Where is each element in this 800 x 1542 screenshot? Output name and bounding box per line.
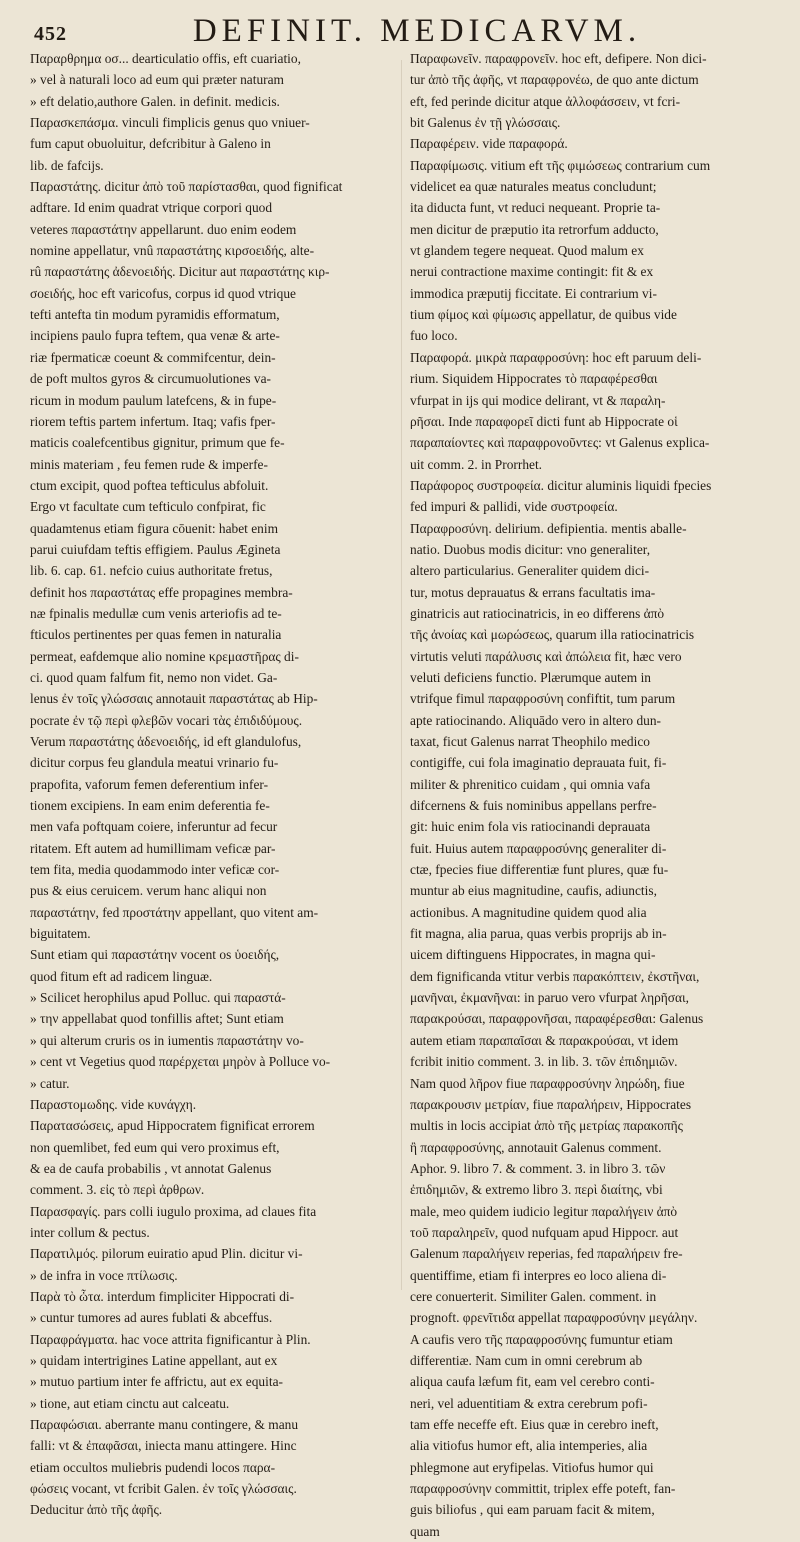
text-line: tium φίμος καὶ φίμωσις appellatur, de quibus vide: [410, 307, 677, 323]
text-line: Galenum παραλήγειν reperias, fed παραλήρειν fre-: [410, 1246, 683, 1262]
text-line: pus & eius ceruicem. verum hanc aliqui non: [30, 883, 267, 899]
text-line: phlegmone aut eryfipelas. Vitiofus humor qui: [410, 1459, 654, 1475]
text-line: biguitatem.: [30, 926, 91, 942]
text-line: autem etiam παραπαῖσαι & παρακρούσαι, vt idem: [410, 1032, 679, 1048]
text-line: natio. Duobus modis dicitur: vno generaliter,: [410, 541, 651, 557]
text-line: quadamtenus etiam figura cōuenit: habet enim: [30, 520, 279, 536]
text-line: differentiæ. Nam cum in omni cerebrum ab: [410, 1352, 643, 1368]
text-line: Sunt etiam qui παραστάτην vocent os ὑοειδής,: [30, 947, 280, 963]
text-line: Ergo vt facultate cum tefticulo confpirat, fic: [30, 499, 266, 515]
text-line: alia vitiofus humor eft, alia intemperies, alia: [410, 1438, 648, 1454]
text-line: adftare. Id enim quadrat vtrique corpori quod: [30, 200, 273, 216]
text-line: Παρὰ τὸ ὦτα. interdum fimpliciter Hippocrati di-: [30, 1288, 295, 1304]
text-line: eft, fed perinde dicitur atque ἀλλοφάσσειν, vt fcri-: [410, 93, 681, 109]
text-line: ctæ, fpecies fiue differentiæ funt plures, quæ fu-: [410, 862, 669, 878]
text-line: aliqua caufa læfum fit, eam vel cerebro conti-: [410, 1374, 655, 1390]
text-line: Παραφώσιαι. aberrante manu contingere, & manu: [30, 1417, 299, 1432]
text-line: quentiffime, etiam fi interpres eo loco aliena di-: [410, 1267, 667, 1283]
text-line: permeat, eafdemque alio nomine κρεμαστῆρας di-: [30, 648, 299, 664]
text-line: definit hos παραστάτας effe propagines membra-: [30, 584, 293, 600]
text-line: uit comm. 2. in Prorrhet.: [410, 456, 543, 472]
text-line: » qui alterum cruris os in iumentis παραστάτην vo-: [30, 1032, 304, 1048]
text-line: Παραφορά. μικρὰ παραφροσύνη: hoc eft paruum deli-: [410, 349, 702, 365]
text-line: lib. 6. cap. 61. nefcio cuius authoritate fretus,: [30, 563, 273, 579]
text-line: » cent vt Vegetius quod παρέρχεται μηρὸν à Polluce vo-: [30, 1054, 331, 1070]
text-line: fit magna, alia parua, quas verbis proprijs ab in-: [410, 926, 667, 942]
text-line: dicitur corpus feu glandula meatui vrinario fu-: [30, 755, 279, 771]
running-title: DEFINIT. MEDICARVM.: [192, 13, 642, 49]
text-line: veluti deficiens functio. Plærumque autem in: [410, 669, 651, 685]
text-line: git: huic enim fola vis ratiocinandi deprauata: [410, 819, 651, 835]
text-line: cere conuerterit. Similiter Galen. comment. in: [410, 1288, 657, 1304]
text-line: contigiffe, cui fola imaginatio deprauata fuit, fi-: [410, 755, 667, 771]
text-line: » de infra in voce πτίλωσις.: [30, 1267, 178, 1283]
text-line: μανῆναι, ἐκμανῆναι: in paruo vero vfurpat ληρῆσαι,: [410, 990, 689, 1006]
text-line: Παρατιλμός. pilorum euiratio apud Plin. dicitur vi-: [30, 1246, 303, 1262]
text-line: men dicitur de præputio ita retrorfum adducto,: [410, 221, 659, 237]
text-line: » Scilicet herophilus apud Polluc. qui παραστά-: [30, 990, 286, 1006]
text-line: vfurpat in ijs qui modice delirant, vt & παραλη-: [410, 392, 666, 408]
text-line: prognoft. φρενῖτιδα appellat παραφροσύνην μεγάλην.: [410, 1310, 698, 1326]
text-line: videlicet ea quæ naturales meatus concludunt;: [410, 179, 657, 195]
text-line: maticis coalefcentibus gignitur, primum que fe-: [30, 435, 285, 451]
left-column: [30, 48, 396, 1521]
text-line: dem fignificanda vtitur verbis παρακόπτειν, ἐκστῆναι,: [410, 968, 700, 984]
text-line: ci. quod quam falfum fit, nemo non videt. Ga-: [30, 669, 278, 685]
text-line: tem fita, media quodammodo inter veficæ cor-: [30, 862, 280, 878]
text-line: riæ fpermaticæ coeunt & commifcentur, dein-: [30, 349, 276, 365]
text-line: » vel à naturali loco ad eum qui præter naturam: [30, 72, 284, 88]
text-line: incipiens paulo fupra teftem, qua venæ & arte-: [30, 328, 280, 344]
text-line: tionem excipiens. In eam enim deferentia fe-: [30, 798, 270, 814]
text-line: Παρασκεπάσμα. vinculi fimplicis genus quo vniuer-: [30, 115, 310, 131]
column-gutter: [401, 60, 402, 1290]
text-line: παρακρούσαι, παραφρονῆσαι, παραφέρεσθαι: Galenus: [410, 1011, 704, 1027]
text-line: » την appellabat quod tonfillis aftet; Sunt etiam: [30, 1011, 284, 1027]
text-line: guis biliofus , qui eam paruam facit & mitem,: [410, 1502, 655, 1518]
text-line: apte ratiocinando. Aliquādo vero in altero dun-: [410, 712, 661, 728]
text-line: virtutis veluti παράλυσις καὶ ἀπώλεια fit, hæc vero: [410, 648, 682, 664]
text-line: inter collum & pectus.: [30, 1224, 150, 1240]
text-line: riorem teftis partem infertum. Itaq; vafis fper-: [30, 413, 276, 429]
text-line: » cuntur tumores ad aures fublati & abceffus.: [30, 1310, 273, 1326]
text-line: Παραφράγματα. hac voce attrita fignificantur à Plin.: [30, 1331, 311, 1347]
text-line: taxat, ficut Galenus narrat Theophilo medico: [410, 734, 650, 749]
text-line: fed impuri & pallidi, vide συστροφεία.: [410, 499, 618, 515]
text-line: etiam occultos muliebris pudendi locos παρα-: [30, 1459, 276, 1475]
text-line: rium. Siquidem Hippocrates τὸ παραφέρεσθαι: [410, 371, 658, 387]
text-line: παραφροσύνην committit, triplex effe poteft, fan-: [410, 1481, 676, 1497]
text-line: ritatem. Eft autem ad humillimam veficæ par-: [30, 840, 276, 856]
text-line: vtrifque fimul παραφροσύνη confiftit, tum parum: [410, 691, 676, 707]
text-line: actionibus. A magnitudine quidem quod alia: [410, 904, 647, 920]
text-line: male, meo quidem iudicio legitur παραλήγειν ἀπὸ: [410, 1203, 678, 1219]
text-line: multis in locis accipiat ἀπὸ τῆς μετρίας παρακοπῆς: [410, 1118, 683, 1134]
text-line: Παραστομωδης. vide κυνάγχη.: [30, 1096, 197, 1112]
text-line: uicem diftinguens Hippocrates, in magna qui-: [410, 947, 656, 963]
text-line: fum caput obuoluitur, defcribitur à Galeno in: [30, 136, 271, 152]
text-line: » mutuo partium inter fe affrictu, aut ex equita-: [30, 1374, 283, 1390]
page-number: 452: [34, 23, 67, 45]
text-line: Παραφίμωσις. vitium eft τῆς φιμώσεως contrarium cum: [410, 157, 711, 173]
text-line: bit Galenus ἐν τῇ γλώσσαις.: [410, 115, 561, 131]
text-line: comment. 3. εἰς τὸ περὶ ἀρθρων.: [30, 1182, 205, 1198]
text-line: ginatricis aut ratiocinatricis, in eo differens ἀπὸ: [410, 605, 665, 621]
text-line: muntur ab eius magnitudine, caufis, adiunctis,: [410, 883, 657, 899]
text-line: φώσεις vocant, vt fcribit Galen. ἐν τοῖς γλώσσαις.: [30, 1481, 297, 1497]
text-line: pocrate ἐν τῷ περὶ φλεβῶν vocari τὰς ἐπιδιδύμους.: [30, 712, 303, 728]
text-line: non quemlibet, fed eum qui vero proximus eft,: [30, 1139, 280, 1155]
text-line: fuo loco.: [410, 328, 458, 344]
text-line: » tione, aut etiam cinctu aut calceatu.: [30, 1395, 230, 1411]
text-line: τῆς ἀνοίας καὶ μωρώσεως, quarum illa ratiocinatricis: [410, 627, 695, 643]
page-header: [34, 12, 780, 49]
text-line: fcribit initio comment. 3. in lib. 3. τῶν ἐπιδημιῶν.: [410, 1054, 678, 1070]
text-line: Παραρθρημα οσ... dearticulatio offis, eft cuariatio,: [30, 51, 301, 66]
text-line: Παραστάτης. dicitur ἀπὸ τοῦ παρίστασθαι, quod fignificat: [30, 179, 343, 195]
text-line: tefti antefta tin modum pyramidis efformatum,: [30, 307, 280, 323]
text-line: lenus ἐν τοῖς γλώσσαις annotauit παραστάτας ab Hip-: [30, 691, 318, 707]
text-line: & ea de caufa probabilis , vt annotat Galenus: [30, 1160, 272, 1176]
text-line: σοειδής, hoc eft varicofus, corpus id quod vtrique: [30, 285, 296, 301]
text-line: tur ἀπὸ τῆς ἀφῆς, vt παραφρονέω, de quo ante dictum: [410, 72, 699, 88]
text-line: Παρασφαγίς. pars colli iugulo proxima, ad claues fita: [30, 1203, 317, 1219]
text-line: rû παραστάτης ἀδενοειδής. Dicitur aut παραστάτης κιρ-: [30, 264, 330, 280]
text-line: minis materiam , feu femen rude & imperfe-: [30, 456, 268, 472]
text-line: nomine appellatur, vnû παραστάτης κιρσοειδής, alte-: [30, 243, 315, 259]
text-line: tur, motus deprauatus & errans facultatis ima-: [410, 584, 656, 600]
text-line: næ fpinalis medullæ cum venis arteriofis ad te-: [30, 605, 282, 621]
text-line: veteres παραστάτην appellarunt. duo enim eodem: [30, 221, 297, 237]
text-line: Παραφωνεῖν. παραφρονεῖν. hoc eft, defipere. Non dici-: [410, 51, 707, 66]
text-line: neri, vel aduentitiam & extra cerebrum pofi-: [410, 1395, 648, 1411]
right-column: [410, 48, 782, 1542]
text-line: fuit. Huius autem παραφροσύνης generaliter di-: [410, 840, 667, 856]
text-line: prapofita, vaforum femen deferentium infer-: [30, 776, 269, 792]
text-line: παρακρουσιν μετρίαν, fiue παραλήρειν, Hippocrates: [410, 1096, 692, 1112]
text-line: Παραφροσύνη. delirium. defipientia. mentis aballe-: [410, 520, 687, 536]
text-line: nerui contractione maxime contingit: fit & ex: [410, 264, 654, 280]
text-line: de poft multos gyros & circumuolutiones va-: [30, 371, 271, 387]
text-line: men vafa poftquam coiere, inferuntur ad fecur: [30, 819, 278, 835]
text-line: Παρατασώσεις, apud Hippocratem fignificat errorem: [30, 1118, 315, 1134]
text-line: immodica præputij ficcitate. Ei contrarium vi-: [410, 285, 657, 301]
text-line: Nam quod λῆρον fiue παραφροσύνην ληρώδη, fiue: [410, 1075, 685, 1091]
text-line: παραπαίοντες καὶ παραφρονοῦντες: vt Galenus explica-: [410, 435, 710, 451]
text-line: ctum excipit, quod poftea tefticulus abfoluit.: [30, 477, 269, 493]
text-line: quam: [410, 1523, 440, 1539]
text-line: ricum in modum paulum latefcens, & in fupe-: [30, 392, 277, 408]
text-line: difcernens & fuis nominibus appellans perfre-: [410, 798, 657, 814]
text-line: Παραφέρειν. vide παραφορά.: [410, 136, 568, 152]
text-line: Aphor. 9. libro 7. & comment. 3. in libro 3. τῶν: [410, 1160, 666, 1176]
text-line: » eft delatio,authore Galen. in definit. medicis.: [30, 93, 280, 109]
text-line: quod fitum eft ad radicem linguæ.: [30, 968, 213, 984]
text-line: tam effe neceffe eft. Eius quæ in cerebro ineft,: [410, 1417, 659, 1432]
text-line: ἐπιδημιῶν, & extremo libro 3. περὶ διαίτης, vbi: [410, 1182, 663, 1198]
text-line: altero particularius. Generaliter quidem dici-: [410, 563, 650, 579]
text-line: vt glandem tegere nequeat. Quod malum ex: [410, 243, 644, 259]
text-line: Verum παραστάτης ἀδενοειδής, id eft glandulofus,: [30, 734, 302, 749]
text-line: Deducitur ἀπὸ τῆς ἀφῆς.: [30, 1502, 163, 1518]
text-line: τοῦ παραληρεῖν, quod nufquam apud Hippocr. aut: [410, 1224, 679, 1240]
text-line: παραστάτην, fed προστάτην appellant, quo vitent am-: [30, 904, 319, 920]
text-line: » quidam intertrigines Latine appellant, aut ex: [30, 1352, 278, 1368]
text-line: parui cuiufdam teftis effigiem. Paulus Ægineta: [30, 541, 281, 557]
text-line: ἢ παραφροσύνης, annotauit Galenus comment.: [410, 1139, 662, 1155]
text-line: ρῆσαι. Inde παραφορεῖ dicti funt ab Hippocrate οἱ: [410, 413, 678, 429]
text-line: ita diducta funt, vt reduci nequeant. Proprie ta-: [410, 200, 661, 216]
text-line: A caufis vero τῆς παραφροσύνης fumuntur etiam: [410, 1331, 673, 1347]
text-line: falli: vt & ἐπαφᾶσαι, iniecta manu attingere. Hinc: [30, 1438, 297, 1454]
text-line: » catur.: [30, 1075, 70, 1091]
text-line: fticulos pertinentes per quas femen in naturalia: [30, 627, 282, 643]
text-line: lib. de fafcijs.: [30, 157, 104, 173]
text-line: Παράφορος συστροφεία. dicitur aluminis liquidi fpecies: [410, 477, 712, 493]
text-line: militer & phrenitico cuidam , qui omnia vafa: [410, 776, 651, 792]
